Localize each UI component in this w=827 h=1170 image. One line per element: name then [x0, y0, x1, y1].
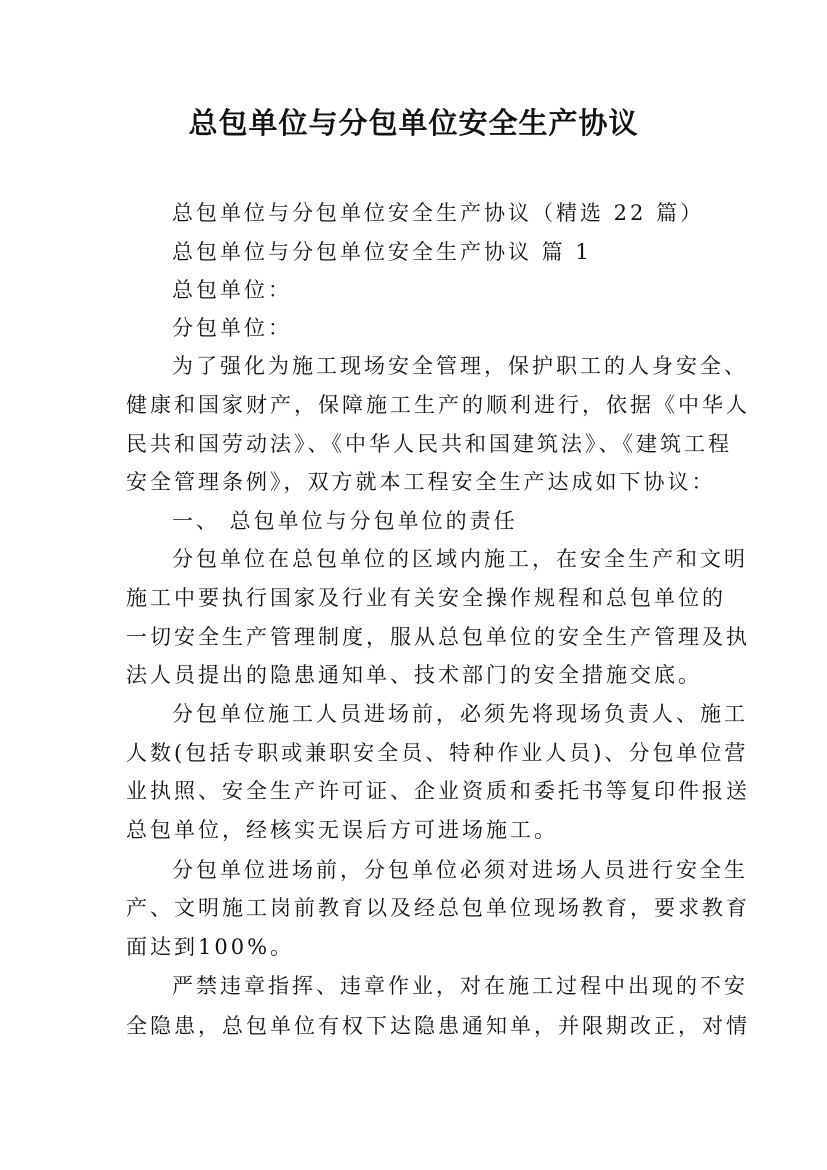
paragraph-line: 面达到100%。	[126, 935, 295, 959]
paragraph-line: 分包单位进场前，分包单位必须对进场人员进行安全生	[172, 858, 748, 882]
paragraph-line: 施工中要执行国家及行业有关安全操作规程和总包单位的	[126, 586, 726, 610]
party-subcontractor-line: 分包单位：	[172, 316, 292, 340]
document-title: 总包单位与分包单位安全生产协议	[188, 106, 639, 140]
party-general-contractor-line: 总包单位：	[172, 278, 292, 302]
paragraph-line: 法人员提出的隐患通知单、技术部门的安全措施交底。	[126, 663, 702, 687]
paragraph-line: 全隐患，总包单位有权下达隐患通知单，并限期改正，对情	[126, 1014, 750, 1038]
subtitle-line: 总包单位与分包单位安全生产协议（精选 22 篇）	[172, 201, 705, 225]
paragraph-line: 严禁违章指挥、违章作业，对在施工过程中出现的不安	[172, 974, 748, 998]
section-one-heading: 一、 总包单位与分包单位的责任	[172, 509, 518, 533]
paragraph-line: 安全管理条例》，双方就本工程安全生产达成如下协议：	[126, 470, 716, 494]
paragraph-line: 一切安全生产管理制度，服从总包单位的安全生产管理及执	[126, 625, 750, 649]
paragraph-line: 人数(包括专职或兼职安全员、特种作业人员)、分包单位营	[126, 741, 749, 765]
paragraph-line: 健康和国家财产，保障施工生产的顺利进行，依据《中华人	[126, 393, 750, 417]
paragraph-line: 业执照、安全生产许可证、企业资质和委托书等复印件报送	[126, 779, 750, 803]
paragraph-line: 分包单位施工人员进场前，必须先将现场负责人、施工	[172, 702, 748, 726]
paragraph-line: 总包单位，经核实无误后方可进场施工。	[126, 818, 558, 842]
paragraph-line: 为了强化为施工现场安全管理，保护职工的人身安全、	[172, 354, 748, 378]
paragraph-line: 产、文明施工岗前教育以及经总包单位现场教育，要求教育	[126, 896, 750, 920]
section-heading-line: 总包单位与分包单位安全生产协议 篇 1	[172, 240, 592, 264]
paragraph-line: 民共和国劳动法》、《中华人民共和国建筑法》、《建筑工程	[126, 432, 732, 456]
paragraph-line: 分包单位在总包单位的区域内施工，在安全生产和文明	[172, 547, 748, 571]
